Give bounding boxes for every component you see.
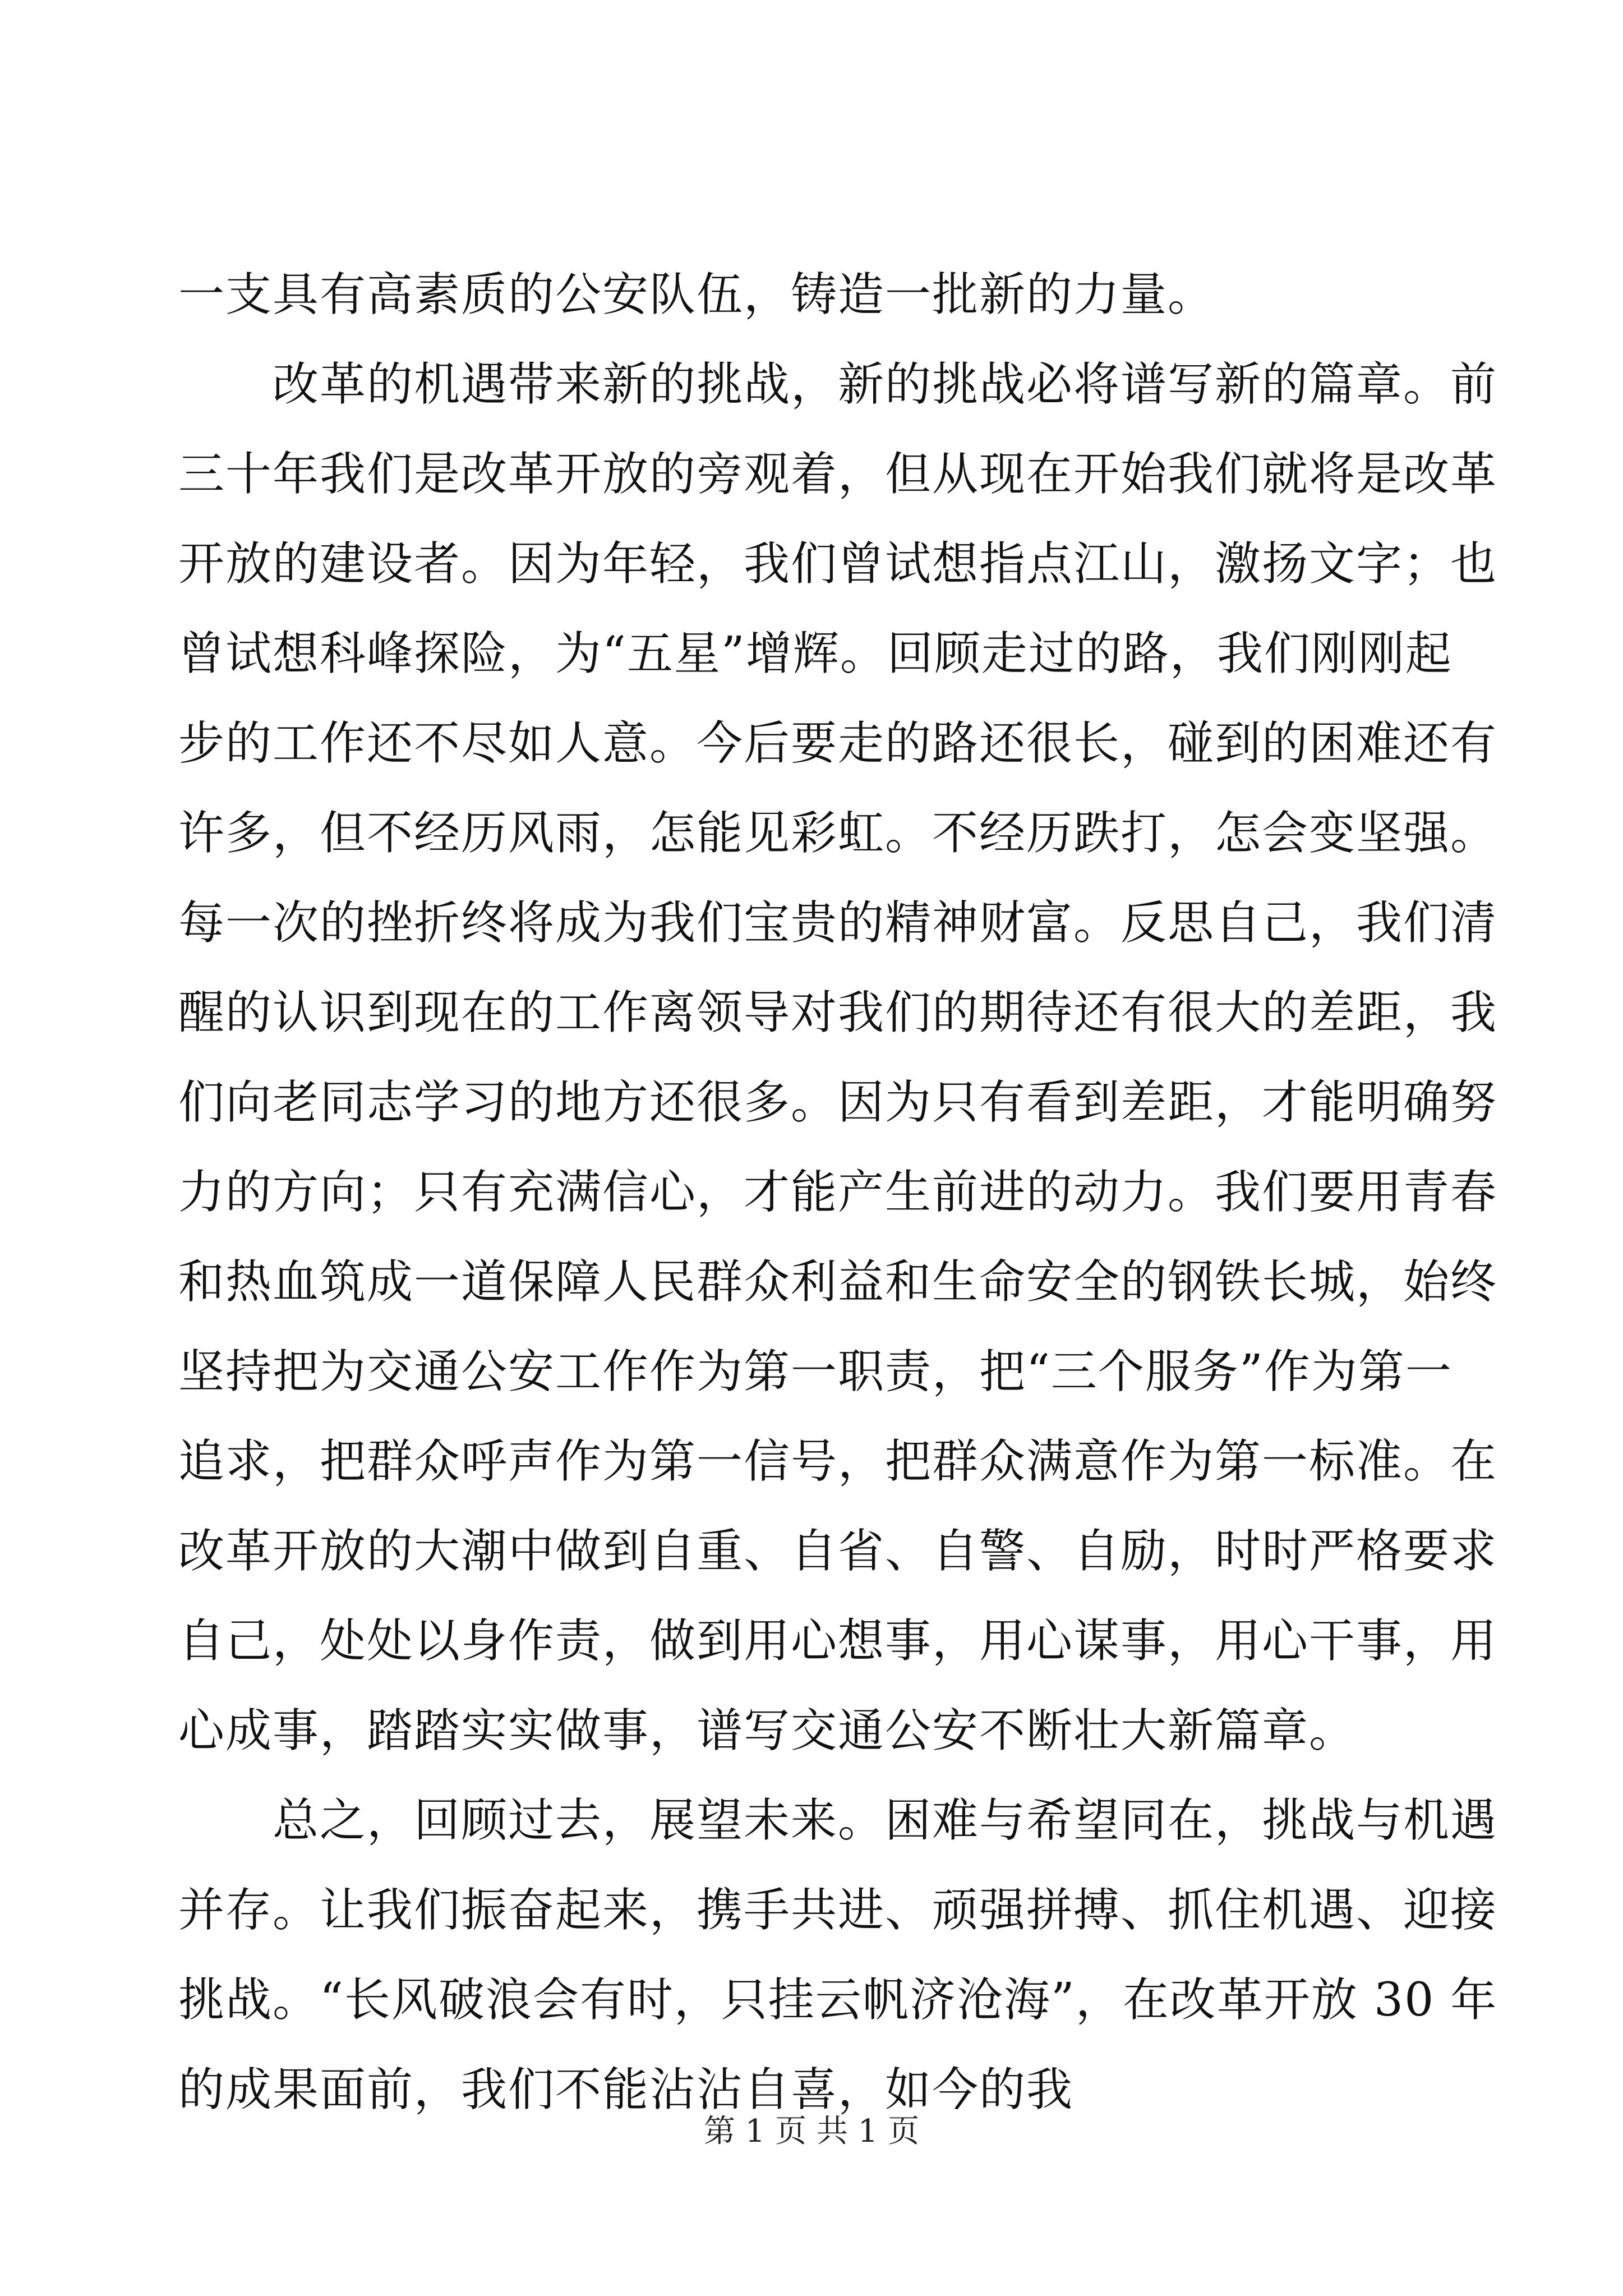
text-line: 自己，处处以身作责，做到用心想事，用心谋事，用心干事，用	[178, 1614, 1498, 1668]
text-line: 心成事，踏踏实实做事，谱写交通公安不断壮大新篇章。	[178, 1704, 1357, 1757]
text-line: 和热血筑成一道保障人民群众利益和生命安全的钢铁长城，始终	[178, 1255, 1498, 1309]
text-line: 并存。让我们振奋起来，携手共进、顽强拼搏、抓住机遇、迎接	[178, 1884, 1498, 1937]
text-line: 总之，回顾过去，展望未来。困难与希望同在，挑战与机遇	[178, 1794, 1498, 1847]
text-line: 曾试想科峰探险，为“五星”增辉。回顾走过的路，我们刚刚起	[178, 627, 1453, 680]
text-line: 的成果面前，我们不能沾沾自喜，如今的我	[178, 2063, 1074, 2116]
text-line: 步的工作还不尽如人意。今后要走的路还很长，碰到的困难还有	[178, 717, 1498, 770]
text-line: 坚持把为交通公安工作作为第一职责，把“三个服务”作为第一	[178, 1345, 1453, 1398]
text-line: 改革开放的大潮中做到自重、自省、自警、自励，时时严格要求	[178, 1525, 1498, 1578]
text-line: 们向老同志学习的地方还很多。因为只有看到差距，才能明确努	[178, 1076, 1498, 1129]
text-line: 追求，把群众呼声作为第一信号，把群众满意作为第一标准。在	[178, 1435, 1498, 1488]
text-line: 挑战。“长风破浪会有时，只挂云帆济沧海”，在改革开放 30 年	[178, 1973, 1498, 2027]
text-line: 三十年我们是改革开放的旁观着，但从现在开始我们就将是改革	[178, 448, 1498, 501]
text-line: 一支具有高素质的公安队伍，铸造一批新的力量。	[178, 268, 1215, 321]
text-line: 开放的建设者。因为年轻，我们曾试想指点江山，激扬文字；也	[178, 537, 1498, 591]
text-line: 力的方向；只有充满信心，才能产生前进的动力。我们要用青春	[178, 1166, 1498, 1219]
text-line: 许多，但不经历风雨，怎能见彩虹。不经历跌打，怎会变坚强。	[178, 807, 1498, 860]
page-footer: 第 1 页 共 1 页	[703, 2113, 920, 2150]
document-body	[178, 250, 1498, 2135]
text-line: 醒的认识到现在的工作离领导对我们的期待还有很大的差距，我	[178, 986, 1498, 1039]
text-line: 改革的机遇带来新的挑战，新的挑战必将谱写新的篇章。前	[178, 358, 1498, 411]
text-line: 每一次的挫折终将成为我们宝贵的精神财富。反思自己，我们清	[178, 896, 1498, 950]
